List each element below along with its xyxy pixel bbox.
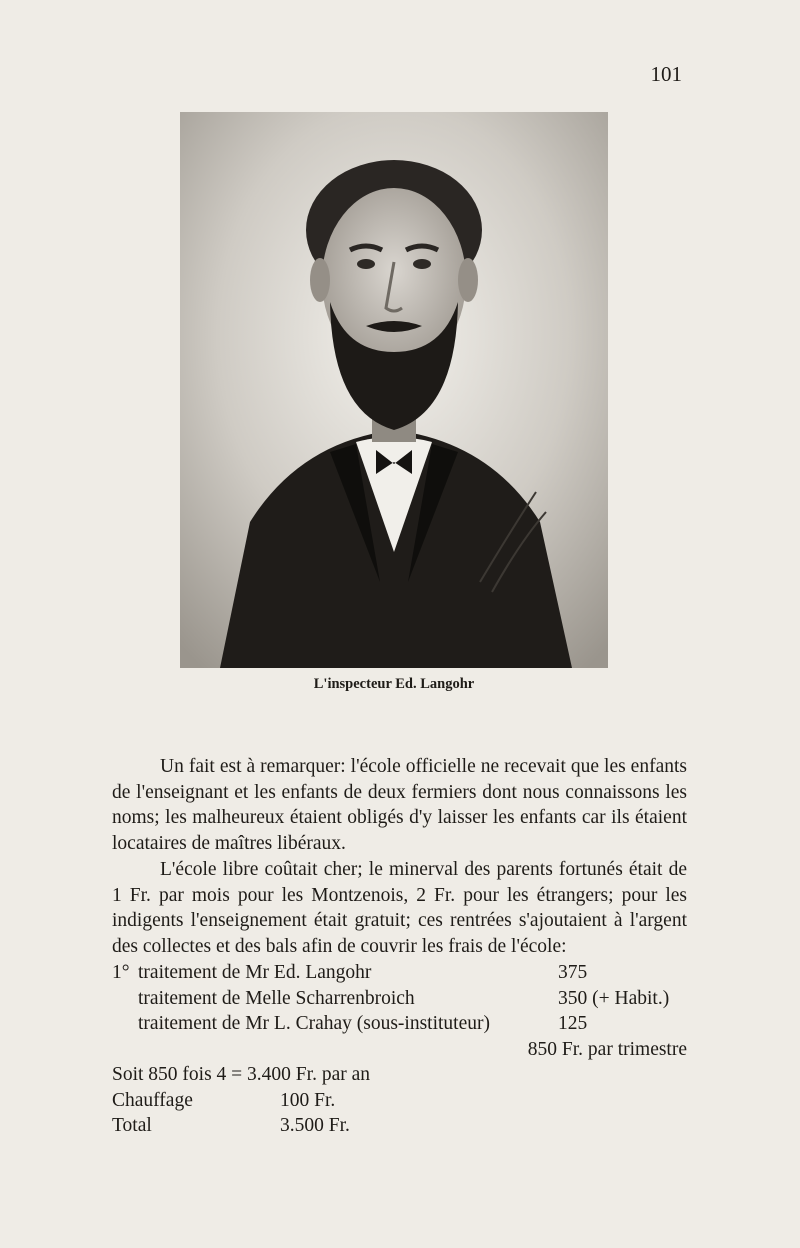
- body-text: [112, 754, 687, 959]
- paragraph: L'école libre coûtait cher; le minerval des parents fortunés était de 1 Fr. par mois pour les Montzenois, 2 Fr. pour les étrangers; pour les indigents l'enseignement était gratuit; ces rentrées s'ajoutaient à l'argent des collectes et des bals afin de couvrir les frais de l'école:: [112, 859, 687, 957]
- ledger-total-label: Total: [112, 1115, 152, 1136]
- ledger-subtotal: 850 Fr. par trimestre: [527, 1038, 687, 1060]
- ledger-annual: Soit 850 fois 4 = 3.400 Fr. par an: [112, 1064, 370, 1085]
- ledger-label: traitement de Mr Ed. Langohr: [138, 962, 372, 983]
- portrait-illustration: [180, 112, 608, 668]
- ledger-label: traitement de Melle Scharrenbroich: [138, 987, 415, 1009]
- ledger-label: traitement de Mr L. Crahay (sous-instituteur): [138, 1013, 490, 1034]
- ledger-heating-row: [112, 1090, 687, 1116]
- ledger-row: [112, 988, 687, 1014]
- ledger-heating-label: Chauffage: [112, 1089, 193, 1111]
- photo-caption: L'inspecteur Ed. Langohr: [313, 676, 475, 692]
- ledger-total-row: [112, 1115, 687, 1141]
- portrait-photo: [180, 112, 608, 668]
- ledger-total-amount: 3.500 Fr.: [280, 1115, 350, 1136]
- ledger-subtotal-row: [112, 1039, 687, 1065]
- ledger-amount: 375: [558, 962, 588, 983]
- ledger-amount: 125: [558, 1013, 588, 1034]
- ledger-row: [112, 962, 687, 988]
- ledger-heating-amount: 100 Fr.: [280, 1089, 336, 1111]
- ledger-marker: 1°: [112, 962, 130, 983]
- ledger-amount: 350 (+ Habit.): [558, 987, 670, 1009]
- expense-ledger: [112, 962, 687, 1141]
- ledger-annual-row: [112, 1064, 687, 1090]
- page-number: 101: [650, 62, 682, 86]
- ledger-row: [112, 1013, 687, 1039]
- paragraph: Un fait est à remarquer: l'école officielle ne recevait que les enfants de l'enseignant et les enfants de deux fermiers dont nous connaissons les noms; les malheureux étaient obligés d'y laisser les enfants car ils étaient locataires de maîtres libéraux.: [112, 756, 687, 854]
